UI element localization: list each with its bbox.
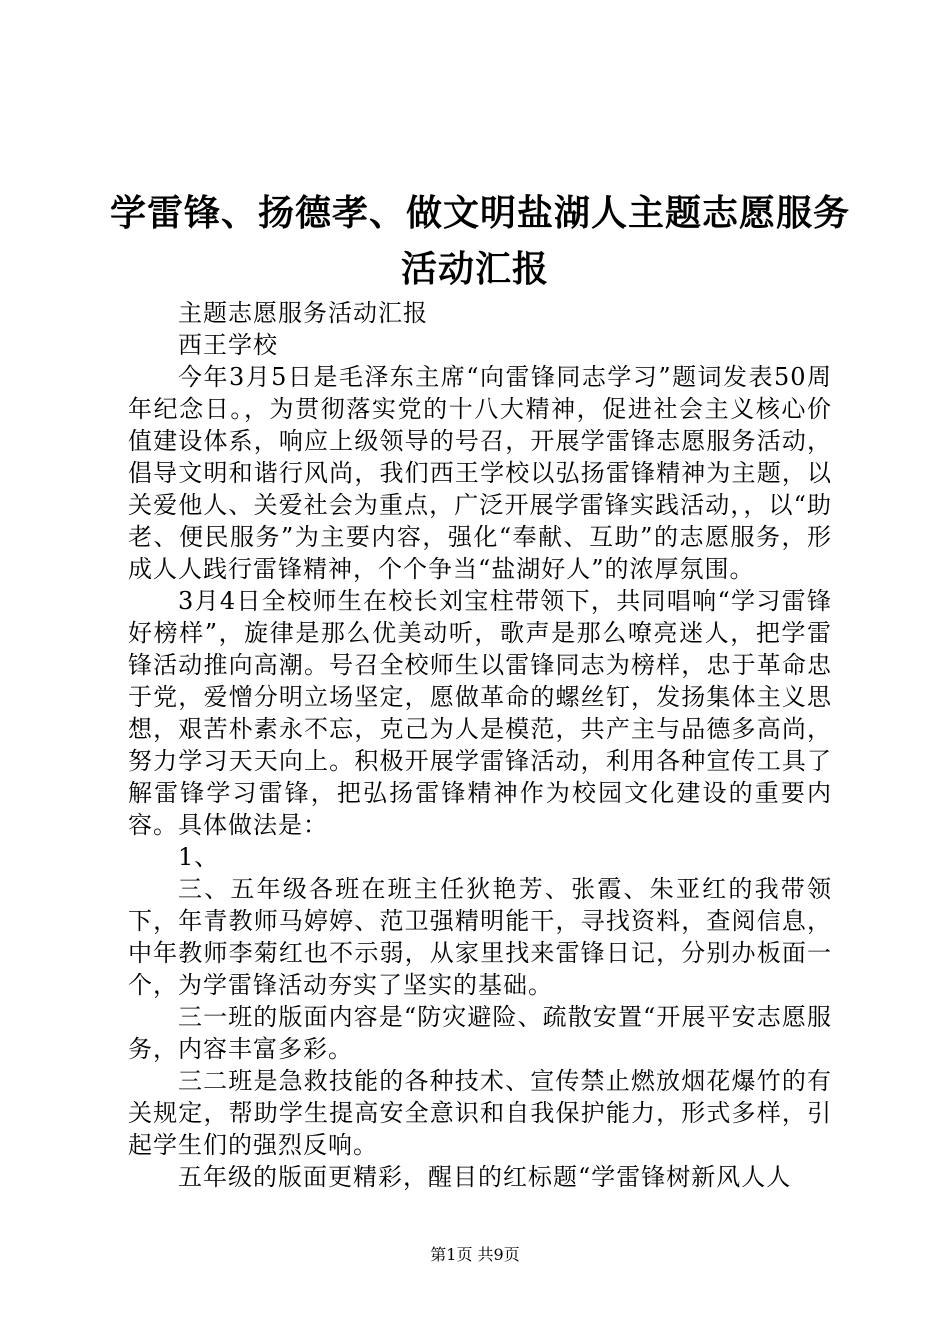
page-number-footer: 第1页 共9页	[430, 1245, 520, 1264]
body-paragraph: 三一班的版面内容是“防灾避险、疏散安置“开展平安志愿服务，内容丰富多彩。	[128, 1003, 832, 1063]
school-name-paragraph: 西王学校	[178, 331, 278, 359]
body-paragraph: 今年3月5日是毛泽东主席“向雷锋同志学习”题词发表50周年纪念日。，为贯彻落实党的十八大精神，促进社会主义核心价值建设体系，响应上级领导的号召，开展学雷锋志愿服务活动，倡导文明和谐行风尚，我们西王学校以弘扬雷锋精神为主题，以关爱他人、关爱社会为重点，广泛开展学雷锋实践活动，，以“助老、便民服务”为主要内容，强化“奉献、互助”的志愿服务，形成人人践行雷锋精神，个个争当“盐湖好人”的浓厚氛围。	[128, 363, 832, 583]
body-paragraph: 三二班是急救技能的各种技术、宣传禁止燃放烟花爆竹的有关规定，帮助学生提高安全意识和自我保护能力，形式多样，引起学生们的强烈反响。	[128, 1067, 832, 1159]
document-title-line-2: 活动汇报	[400, 249, 549, 290]
body-paragraph: 五年级的版面更精彩，醒目的红标题“学雷锋树新风人人	[178, 1163, 792, 1191]
body-paragraph: 三、五年级各班在班主任狄艳芳、张霞、朱亚红的我带领下，年青教师马婷婷、范卫强精明能干，寻找资料，查阅信息，中年教师李菊红也不示弱，从家里找来雷锋日记，分别办板面一个，为学雷锋活动夯实了坚实的基础。	[128, 875, 832, 999]
body-paragraph: 3月4日全校师生在校长刘宝柱带领下，共同唱响“学习雷锋好榜样”，旋律是那么优美动听，歌声是那么嘹亮迷人，把学雷锋活动推向高潮。号召全校师生以雷锋同志为榜样，忠于革命忠于党，爱憎分明立场坚定，愿做革命的螺丝钉，发扬集体主义思想，艰苦朴素永不忘，克己为人是模范，共产主与品德多高尚，努力学习天天向上。积极开展学雷锋活动，利用各种宣传工具了解雷锋学习雷锋，把弘扬雷锋精神作为校园文化建设的重要内容。具体做法是：	[128, 587, 832, 839]
subtitle-paragraph: 主题志愿服务活动汇报	[178, 299, 428, 327]
document-title-line-1: 学雷锋、扬德孝、做文明盐湖人主题志愿服务	[110, 193, 851, 234]
document-body	[128, 297, 832, 1193]
list-number-paragraph: 1、	[178, 843, 220, 871]
